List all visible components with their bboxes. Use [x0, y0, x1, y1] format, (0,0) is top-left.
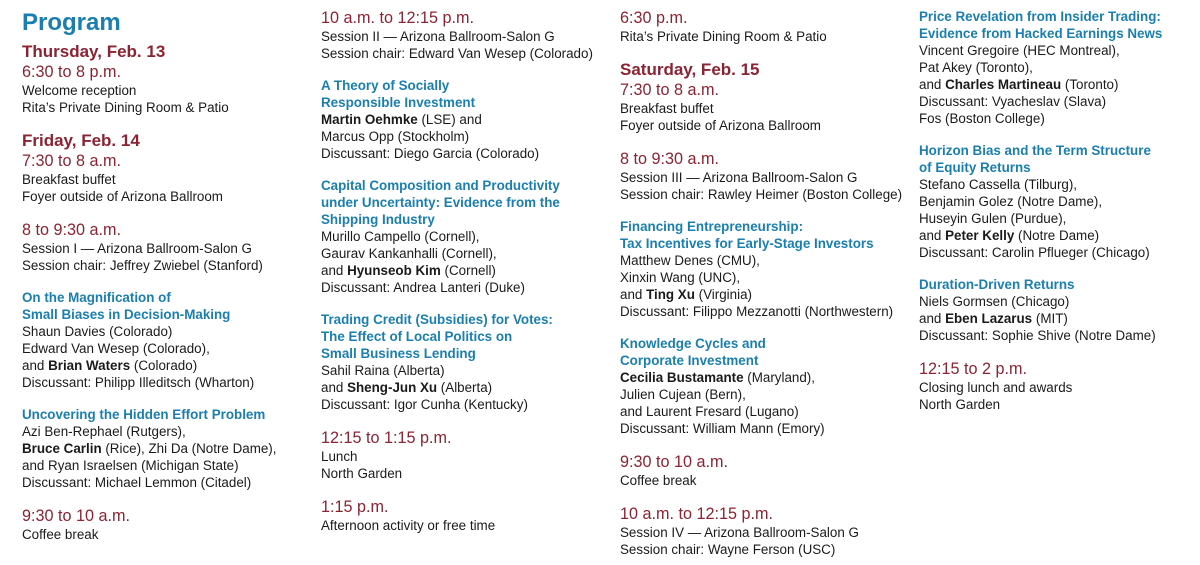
author-line: Marcus Opp (Stockholm)	[321, 129, 470, 144]
program-column-3	[620, 8, 912, 558]
event-breakfast-saturday	[620, 80, 912, 134]
author-line: Gaurav Kankanhalli (Cornell),	[321, 246, 497, 261]
paper-title	[22, 289, 302, 323]
day-heading-friday: Friday, Feb. 14	[22, 131, 140, 150]
author-line: Sahil Raina (Alberta)	[321, 363, 445, 378]
presenter-name: Hyunseob Kim	[347, 263, 441, 278]
presenter-name: Eben Lazarus	[945, 311, 1033, 326]
event-time: 6:30 p.m.	[620, 9, 688, 27]
program-column-2	[321, 8, 606, 534]
discussant-line: Discussant: Filippo Mezzanotti (Northwestern)	[620, 304, 894, 319]
paper-financing-entrepreneurship	[620, 218, 912, 320]
author-text: (Rice), Zhi Da (Notre Dame),	[101, 441, 277, 456]
event-line: Afternoon activity or free time	[321, 518, 496, 533]
paper-socially-responsible	[321, 77, 606, 162]
paper-title-line: A Theory of Socially	[321, 78, 450, 93]
paper-title-line: Financing Entrepreneurship:	[620, 219, 804, 234]
presenter-name: Peter Kelly	[945, 228, 1015, 243]
author-text: and	[919, 77, 946, 92]
author-line	[919, 76, 1191, 93]
presenter-name: Charles Martineau	[945, 77, 1062, 92]
event-line: Foyer outside of Arizona Ballroom	[22, 189, 223, 204]
paper-title	[919, 8, 1191, 42]
author-line	[620, 286, 912, 303]
author-line: Stefano Cassella (Tilburg),	[919, 177, 1078, 192]
paper-title-line: Tax Incentives for Early-Stage Investors	[620, 236, 874, 251]
event-line: North Garden	[919, 397, 1001, 412]
event-dinner-friday	[620, 8, 912, 45]
author-line: Azi Ben-Rephael (Rutgers),	[22, 424, 186, 439]
paper-title	[620, 218, 912, 252]
paper-title: Uncovering the Hidden Effort Problem	[22, 407, 266, 422]
author-text: (MIT)	[1032, 311, 1068, 326]
paper-magnification	[22, 289, 302, 391]
event-time: 12:15 to 1:15 p.m.	[321, 429, 452, 447]
day-heading-saturday: Saturday, Feb. 15	[620, 60, 760, 79]
paper-duration-driven	[919, 276, 1191, 344]
paper-title-line: Small Business Lending	[321, 346, 476, 361]
discussant-line: Discussant: Carolin Pflueger (Chicago)	[919, 245, 1150, 260]
author-text: and	[620, 287, 647, 302]
event-time: 9:30 to 10 a.m.	[620, 453, 728, 471]
event-line: Rita’s Private Dining Room & Patio	[22, 100, 229, 115]
author-line	[919, 227, 1191, 244]
discussant-line: Fos (Boston College)	[919, 111, 1045, 126]
author-line	[321, 111, 606, 128]
event-line: Session chair: Edward Van Wesep (Colorado)	[321, 46, 593, 61]
paper-price-revelation	[919, 8, 1191, 127]
event-afternoon-activity	[321, 497, 606, 534]
event-session-3	[620, 149, 912, 203]
paper-title-line: Shipping Industry	[321, 212, 435, 227]
event-time: 8 to 9:30 a.m.	[22, 221, 121, 239]
discussant-line: Discussant: Igor Cunha (Kentucky)	[321, 397, 528, 412]
event-time: 7:30 to 8 a.m.	[22, 152, 121, 170]
event-line: Foyer outside of Arizona Ballroom	[620, 118, 821, 133]
event-coffee-break-friday	[22, 506, 302, 543]
presenter-name: Sheng-Jun Xu	[347, 380, 438, 395]
paper-title-line: Evidence from Hacked Earnings News	[919, 26, 1163, 41]
author-text: (Colorado)	[130, 358, 198, 373]
event-breakfast-friday	[22, 151, 302, 205]
author-line	[919, 310, 1191, 327]
event-line: Lunch	[321, 449, 358, 464]
discussant-line: Discussant: William Mann (Emory)	[620, 421, 825, 436]
paper-title	[321, 77, 606, 111]
paper-title-line: under Uncertainty: Evidence from the	[321, 195, 560, 210]
event-time: 6:30 to 8 p.m.	[22, 63, 121, 81]
paper-title	[919, 142, 1191, 176]
paper-title	[321, 311, 606, 362]
author-text: (Alberta)	[437, 380, 493, 395]
event-coffee-break-saturday	[620, 452, 912, 489]
author-line: Pat Akey (Toronto),	[919, 60, 1033, 75]
paper-capital-composition	[321, 177, 606, 296]
author-text: and	[321, 263, 348, 278]
paper-title-line: of Equity Returns	[919, 160, 1031, 175]
event-time: 12:15 to 2 p.m.	[919, 360, 1027, 378]
event-session-1	[22, 220, 302, 274]
paper-title	[321, 177, 606, 228]
author-text: and	[919, 228, 946, 243]
author-text: (LSE) and	[417, 112, 482, 127]
discussant-line: Discussant: Michael Lemmon (Citadel)	[22, 475, 252, 490]
paper-title-line: Capital Composition and Productivity	[321, 178, 560, 193]
event-line: Closing lunch and awards	[919, 380, 1073, 395]
event-lunch-friday	[321, 428, 606, 482]
author-line: Matthew Denes (CMU),	[620, 253, 760, 268]
event-line: North Garden	[321, 466, 403, 481]
author-text: (Maryland),	[743, 370, 815, 385]
discussant-line: Discussant: Philipp Illeditsch (Wharton)	[22, 375, 255, 390]
author-line: Xinxin Wang (UNC),	[620, 270, 741, 285]
paper-title: Duration-Driven Returns	[919, 277, 1075, 292]
paper-title-line: The Effect of Local Politics on	[321, 329, 513, 344]
event-time: 10 a.m. to 12:15 p.m.	[321, 9, 474, 27]
author-text: (Notre Dame)	[1014, 228, 1100, 243]
paper-title-line: Price Revelation from Insider Trading:	[919, 9, 1161, 24]
event-time: 1:15 p.m.	[321, 498, 389, 516]
event-line: Session III — Arizona Ballroom-Salon G	[620, 170, 858, 185]
event-session-4	[620, 504, 912, 558]
author-line: Huseyin Gulen (Purdue),	[919, 211, 1067, 226]
author-line: and Laurent Fresard (Lugano)	[620, 404, 799, 419]
author-line: Shaun Davies (Colorado)	[22, 324, 173, 339]
author-text: and	[919, 311, 946, 326]
paper-title	[620, 335, 912, 369]
author-line	[22, 357, 302, 374]
paper-title-line: Knowledge Cycles and	[620, 336, 766, 351]
author-text: (Toronto)	[1061, 77, 1119, 92]
author-line: Vincent Gregoire (HEC Montreal),	[919, 43, 1120, 58]
paper-knowledge-cycles	[620, 335, 912, 437]
paper-horizon-bias	[919, 142, 1191, 261]
author-text: and	[22, 358, 49, 373]
paper-hidden-effort	[22, 406, 302, 491]
event-line: Coffee break	[620, 473, 697, 488]
author-line: Edward Van Wesep (Colorado),	[22, 341, 210, 356]
event-line: Breakfast buffet	[620, 101, 714, 116]
author-line: Niels Gormsen (Chicago)	[919, 294, 1070, 309]
program-column-4	[919, 8, 1191, 413]
event-session-2	[321, 8, 606, 62]
paper-title-line: Trading Credit (Subsidies) for Votes:	[321, 312, 553, 327]
discussant-line: Discussant: Diego Garcia (Colorado)	[321, 146, 540, 161]
author-text: and	[321, 380, 348, 395]
paper-title-line: Horizon Bias and the Term Structure	[919, 143, 1151, 158]
event-line: Session II — Arizona Ballroom-Salon G	[321, 29, 555, 44]
paper-trading-credit	[321, 311, 606, 413]
paper-title-line: Small Biases in Decision-Making	[22, 307, 231, 322]
discussant-line: Discussant: Sophie Shive (Notre Dame)	[919, 328, 1156, 343]
event-line: Welcome reception	[22, 83, 137, 98]
author-line: Benjamin Golez (Notre Dame),	[919, 194, 1103, 209]
presenter-name: Martin Oehmke	[321, 112, 418, 127]
paper-title-line: On the Magnification of	[22, 290, 171, 305]
presenter-name: Cecilia Bustamante	[620, 370, 744, 385]
event-time: 10 a.m. to 12:15 p.m.	[620, 505, 773, 523]
event-closing-lunch	[919, 359, 1191, 413]
presenter-name: Ting Xu	[646, 287, 695, 302]
discussant-line: Discussant: Andrea Lanteri (Duke)	[321, 280, 525, 295]
presenter-name: Bruce Carlin	[22, 441, 102, 456]
paper-title-line: Corporate Investment	[620, 353, 759, 368]
day-heading-thursday: Thursday, Feb. 13	[22, 42, 166, 61]
event-time: 8 to 9:30 a.m.	[620, 150, 719, 168]
event-time: 9:30 to 10 a.m.	[22, 507, 130, 525]
author-line	[321, 379, 606, 396]
author-text: (Virginia)	[694, 287, 752, 302]
event-line: Session chair: Jeffrey Zwiebel (Stanford)	[22, 258, 263, 273]
program-heading: Program	[22, 9, 121, 36]
author-line	[321, 262, 606, 279]
event-time: 7:30 to 8 a.m.	[620, 81, 719, 99]
event-line: Breakfast buffet	[22, 172, 116, 187]
author-text: (Cornell)	[440, 263, 496, 278]
event-line: Session chair: Wayne Ferson (USC)	[620, 542, 836, 557]
event-line: Session chair: Rawley Heimer (Boston College)	[620, 187, 903, 202]
event-welcome-reception	[22, 62, 302, 116]
author-line	[22, 440, 302, 457]
program-column-1	[22, 8, 302, 543]
event-line: Session I — Arizona Ballroom-Salon G	[22, 241, 252, 256]
author-line: Julien Cujean (Bern),	[620, 387, 746, 402]
event-line: Coffee break	[22, 527, 99, 542]
author-line: Murillo Campello (Cornell),	[321, 229, 480, 244]
presenter-name: Brian Waters	[48, 358, 131, 373]
event-line: Session IV — Arizona Ballroom-Salon G	[620, 525, 859, 540]
paper-title-line: Responsible Investment	[321, 95, 476, 110]
discussant-line: Discussant: Vyacheslav (Slava)	[919, 94, 1107, 109]
author-line	[620, 369, 912, 386]
event-line: Rita’s Private Dining Room & Patio	[620, 29, 827, 44]
author-line: and Ryan Israelsen (Michigan State)	[22, 458, 239, 473]
